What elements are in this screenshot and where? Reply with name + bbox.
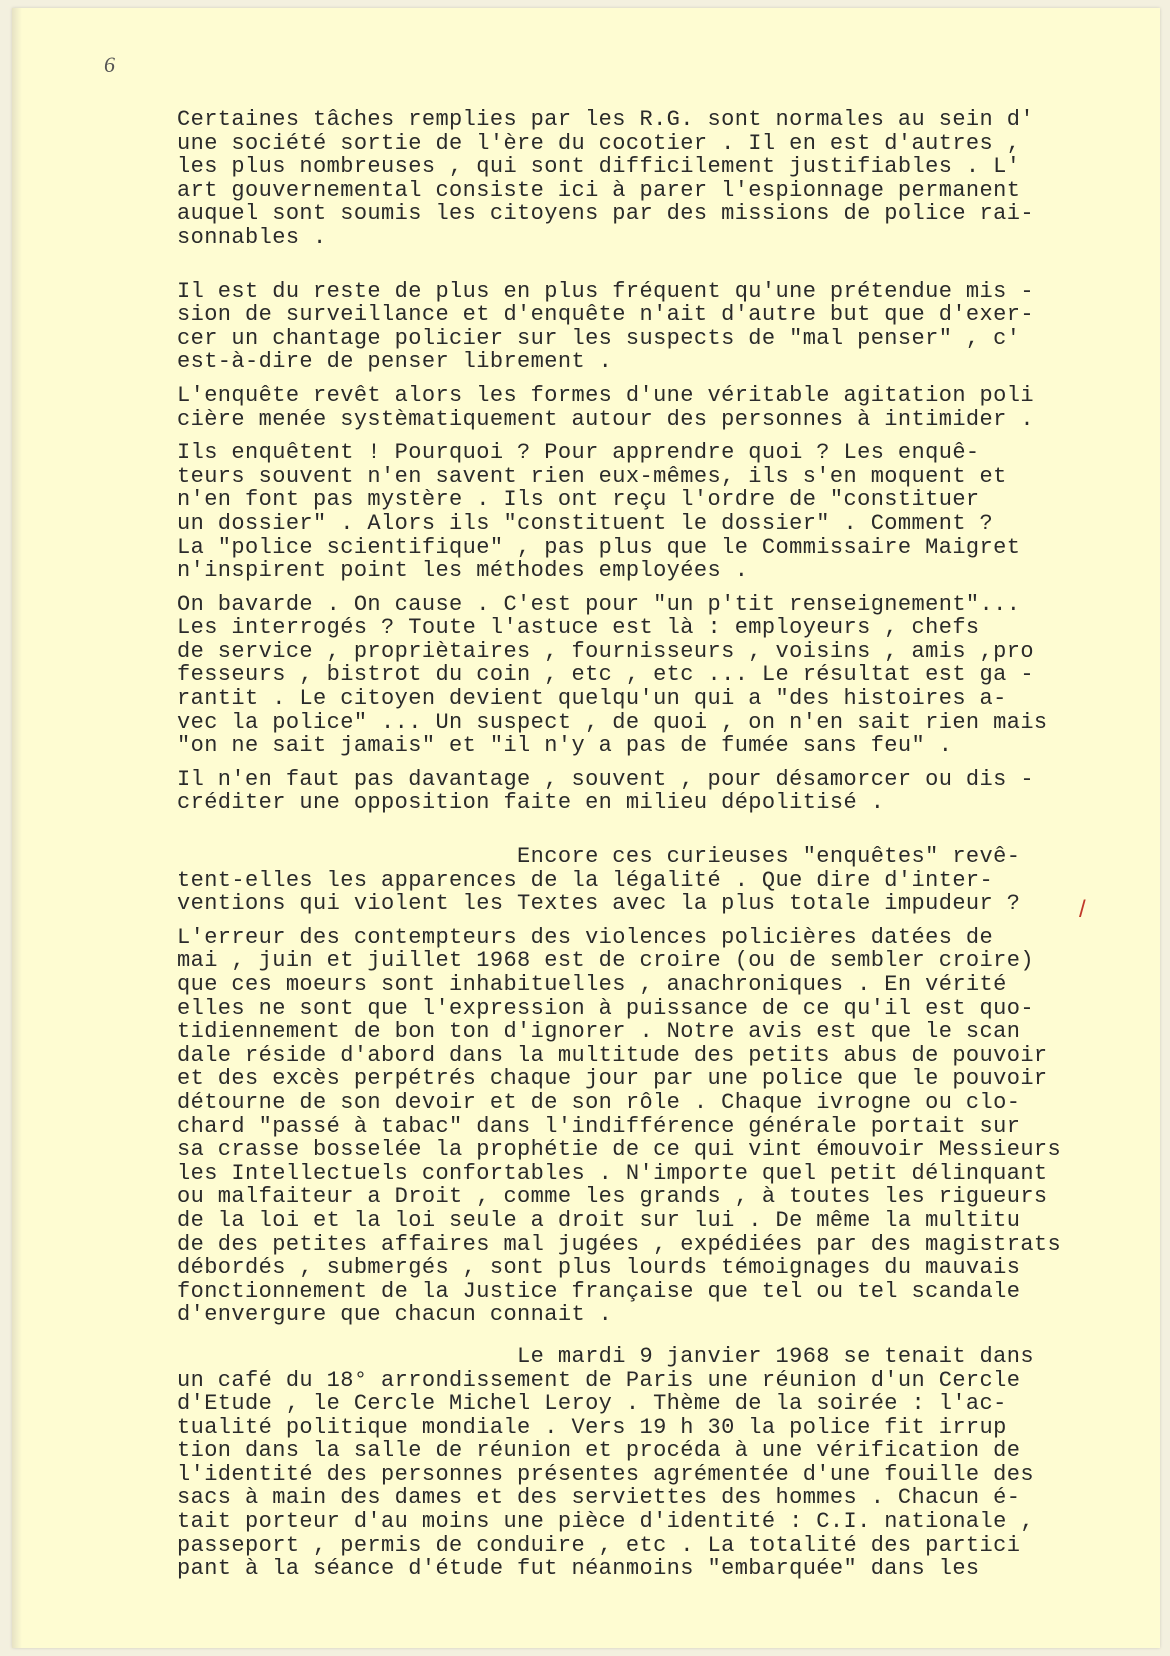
text-line: fonctionnement de la Justice française que tel ou tel scandale bbox=[177, 1278, 1021, 1304]
text-line: auquel sont soumis les citoyens par des missions de police rai- bbox=[177, 201, 1034, 227]
paragraph bbox=[177, 384, 1097, 431]
document-body bbox=[177, 108, 1097, 1581]
text-line: mai , juin et juillet 1968 est de croire (ou de sembler croire) bbox=[177, 948, 1034, 974]
text-line: rantit . Le citoyen devient quelqu'un qui a "des histoires a- bbox=[177, 686, 1007, 712]
text-line: vec la police" ... Un suspect , de quoi , on n'en sait rien mais bbox=[177, 709, 1048, 735]
text-line: tait porteur d'au moins une pièce d'identité : C.I. nationale , bbox=[177, 1509, 1034, 1535]
text-line: chard "passé à tabac" dans l'indifférence générale portait sur bbox=[177, 1113, 1021, 1139]
text-line: Il n'en faut pas davantage , souvent , pour désamorcer ou dis - bbox=[177, 766, 1034, 792]
page-number: 6 bbox=[104, 52, 115, 77]
text-line: art gouvernemental consiste ici à parer l'espionnage permanent bbox=[177, 177, 1021, 203]
text-line: tion dans la salle de réunion et procéda à une vérification de bbox=[177, 1438, 1021, 1464]
text-line: tidiennement de bon ton d'ignorer . Notre avis est que le scan bbox=[177, 1019, 1021, 1045]
text-line: créditer une opposition faite en milieu dépolitisé . bbox=[177, 790, 885, 816]
paragraph bbox=[177, 926, 1097, 1327]
text-line: l'identité des personnes présentes agrémentée d'une fouille des bbox=[177, 1461, 1034, 1487]
paragraph bbox=[177, 593, 1097, 758]
text-line: ventions qui violent les Textes avec la plus totale impudeur ? bbox=[177, 891, 1021, 917]
document-page bbox=[12, 8, 1160, 1648]
text-line: est-à-dire de penser librement . bbox=[177, 349, 613, 375]
text-line: tualité politique mondiale . Vers 19 h 30 la police fit irrup bbox=[177, 1414, 1007, 1440]
margin-annotation-mark: / bbox=[1079, 896, 1086, 923]
text-line: un café du 18° arrondissement de Paris une réunion d'un Cercle bbox=[177, 1367, 1021, 1393]
text-line: détourne de son devoir et de son rôle . Chaque ivrogne ou clo- bbox=[177, 1089, 1021, 1115]
text-line: sa crasse bosselée la prophétie de ce qui vint émouvoir Messieurs bbox=[177, 1137, 1062, 1163]
paragraph bbox=[177, 845, 1097, 916]
text-line: les Intellectuels confortables . N'importe quel petit délinquant bbox=[177, 1160, 1048, 1186]
text-line: Les interrogés ? Toute l'astuce est là : employeurs , chefs bbox=[177, 615, 980, 641]
text-line: pant à la séance d'étude fut néanmoins "embarquée" dans les bbox=[177, 1556, 980, 1582]
text-line: Ils enquêtent ! Pourquoi ? Pour apprendre quoi ? Les enquê- bbox=[177, 440, 980, 466]
text-line: d'Etude , le Cercle Michel Leroy . Thème de la soirée : l'ac- bbox=[177, 1391, 1007, 1417]
text-line: et des excès perpétrés chaque jour par une police que le pouvoir bbox=[177, 1066, 1048, 1092]
text-line: passeport , permis de conduire , etc . La totalité des partici bbox=[177, 1532, 1021, 1558]
paragraph-gap bbox=[177, 1327, 1097, 1345]
text-line: Il est du reste de plus en plus fréquent qu'une prétendue mis - bbox=[177, 278, 1034, 304]
text-line: débordés , submergés , sont plus lourds témoignages du mauvais bbox=[177, 1255, 1021, 1281]
text-line: ou malfaiteur a Droit , comme les grands , à toutes les rigueurs bbox=[177, 1184, 1048, 1210]
text-line: de des petites affaires mal jugées , expédiées par des magistrats bbox=[177, 1231, 1062, 1257]
paragraph bbox=[177, 108, 1097, 250]
paragraph bbox=[177, 1345, 1097, 1581]
text-line: Certaines tâches remplies par les R.G. sont normales au sein d' bbox=[177, 107, 1034, 132]
text-line: une société sortie de l'ère du cocotier . Il en est d'autres , bbox=[177, 130, 1021, 156]
text-line: que ces moeurs sont inhabituelles , anachroniques . En vérité bbox=[177, 972, 1007, 997]
text-line: fesseurs , bistrot du coin , etc , etc ... Le résultat est ga - bbox=[177, 662, 1034, 688]
text-line: sion de surveillance et d'enquête n'ait d'autre but que d'exer- bbox=[177, 302, 1034, 328]
text-line: L'erreur des contempteurs des violences policières datées de bbox=[177, 924, 994, 950]
text-line: un dossier" . Alors ils "constituent le dossier" . Comment ? bbox=[177, 510, 994, 536]
text-line: elles ne sont que l'expression à puissance de ce qu'il est quo- bbox=[177, 995, 1034, 1021]
text-line: de service , propriètaires , fournisseurs , voisins , amis ,pro bbox=[177, 638, 1034, 664]
text-line: Encore ces curieuses "enquêtes" revê- bbox=[177, 844, 1021, 870]
text-line: On bavarde . On cause . C'est pour "un p'tit renseignement"... bbox=[177, 591, 1021, 617]
text-line: n'inspirent point les méthodes employées . bbox=[177, 558, 749, 584]
text-line: teurs souvent n'en savent rien eux-mêmes, ils s'en moquent et bbox=[177, 463, 1007, 489]
text-line: d'envergure que chacun connait . bbox=[177, 1302, 613, 1328]
paragraph bbox=[177, 768, 1097, 815]
text-line: tent-elles les apparences de la légalité . Que dire d'inter- bbox=[177, 867, 994, 893]
text-line: n'en font pas mystère . Ils ont reçu l'ordre de "constituer bbox=[177, 487, 980, 513]
text-line: de la loi et la loi seule a droit sur lui . De même la multitu bbox=[177, 1207, 1021, 1233]
page-edge-shadow bbox=[12, 8, 22, 1648]
text-line: les plus nombreuses , qui sont difficilement justifiables . L' bbox=[177, 154, 1021, 180]
text-line: cer un chantage policier sur les suspects de "mal penser" , c' bbox=[177, 325, 1021, 351]
paragraph bbox=[177, 441, 1097, 583]
text-line: sonnables . bbox=[177, 224, 327, 250]
text-line: La "police scientifique" , pas plus que le Commissaire Maigret bbox=[177, 534, 1021, 560]
text-line: L'enquête revêt alors les formes d'une véritable agitation poli bbox=[177, 382, 1034, 408]
text-line: cière menée systèmatiquement autour des personnes à intimider . bbox=[177, 406, 1034, 432]
paragraph-gap bbox=[177, 815, 1097, 845]
text-line: dale réside d'abord dans la multitude des petits abus de pouvoir bbox=[177, 1042, 1048, 1068]
text-line: "on ne sait jamais" et "il n'y a pas de fumée sans feu" . bbox=[177, 733, 953, 759]
text-line: sacs à main des dames et des serviettes des hommes . Chacun é- bbox=[177, 1485, 1021, 1511]
text-line: Le mardi 9 janvier 1968 se tenait dans bbox=[177, 1343, 1034, 1369]
paragraph-gap bbox=[177, 250, 1097, 280]
paragraph bbox=[177, 280, 1097, 374]
